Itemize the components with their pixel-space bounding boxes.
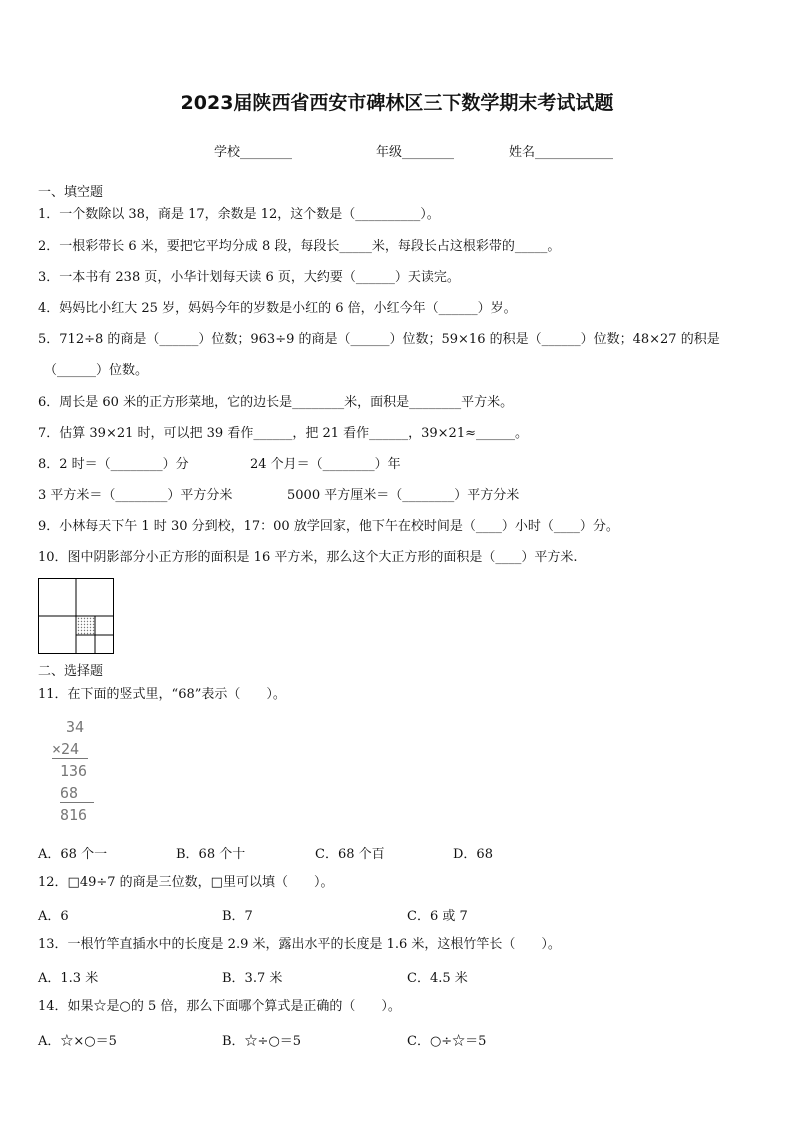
question-2: 2．一根彩带长 6 米，要把它平均分成 8 段，每段长_____米，每段长占这根彩带的_____。 [38,239,561,254]
question-3: 3．一本书有 238 页，小华计划每天读 6 页，大约要（______）天读完。 [38,270,460,285]
vertical-multiplication [52,718,112,828]
q14-option-c: C．○÷☆＝5 [407,1034,487,1049]
section-choice-heading: 二、选择题 [38,664,104,679]
question-5-line2: （______）位数。 [44,363,149,378]
section-fill-heading: 一、填空题 [38,185,104,200]
shaded-small-square [76,616,95,635]
question-5-line1: 5．712÷8 的商是（______）位数；963÷9 的商是（______）位数；59×16 的积是（______）位数；48×27 的积是 [38,332,720,347]
question-10: 10．图中阴影部分小正方形的面积是 16 平方米，那么这个大正方形的面积是（____）平方米. [38,550,578,565]
calc-line-3: 136 [60,762,88,780]
question-13: 13．一根竹竿直插水中的长度是 2.9 米，露出水平的长度是 1.6 米，这根竹竿长（ ）。 [38,937,561,952]
question-7: 7．估算 39×21 时，可以把 39 看作______，把 21 看作______，39×21≈______。 [38,426,528,441]
calc-line-5: 816 [60,806,88,824]
question-4: 4．妈妈比小红大 25 岁，妈妈今年的岁数是小红的 6 倍，小红今年（______）岁。 [38,301,517,316]
question-8-part1: 8．2 时＝（________）分 [38,457,189,472]
question-14: 14．如果☆是○的 5 倍，那么下面哪个算式是正确的（ ）。 [38,999,401,1014]
question-8-part4: 5000 平方厘米＝（________）平方分米 [287,488,520,503]
q12-option-a: A．6 [38,909,69,924]
q12-option-c: C．6 或 7 [407,909,468,924]
q13-option-b: B．3.7 米 [222,971,283,986]
page-title: 2023届陕西省西安市碑林区三下数学期末考试试题 [180,92,614,114]
question-11: 11．在下面的竖式里，“68”表示（ ）。 [38,687,286,702]
calc-line-1: 34 [66,718,85,736]
question-1: 1．一个数除以 38，商是 17，余数是 12，这个数是（__________）。 [38,207,440,222]
grade-field: 年级________ [376,145,455,160]
q11-option-a: A．68 个一 [38,847,108,862]
q11-option-d: D．68 [453,847,493,862]
calc-line-4: 68 [60,784,94,803]
q11-option-b: B．68 个十 [176,847,246,862]
school-field: 学校________ [214,145,293,160]
q14-option-b: B．☆÷○＝5 [222,1034,302,1049]
calc-line-2: ×24 [52,740,88,759]
q13-option-c: C．4.5 米 [407,971,468,986]
question-6: 6．周长是 60 米的正方形菜地，它的边长是________米，面积是________平方米。 [38,395,514,410]
name-field: 姓名____________ [509,145,614,160]
q12-option-b: B．7 [222,909,253,924]
q13-option-a: A．1.3 米 [38,971,99,986]
question-8-part2: 24 个月＝（________）年 [250,457,401,472]
question-12: 12．□49÷7 的商是三位数，□里可以填（ ）。 [38,875,334,890]
square-figure [38,578,114,654]
q11-option-c: C．68 个百 [315,847,385,862]
question-9: 9．小林每天下午 1 时 30 分到校，17：00 放学回家，他下午在校时间是（____）小时（____）分。 [38,519,619,534]
question-8-part3: 3 平方米＝（________）平方分米 [38,488,233,503]
q14-option-a: A．☆×○＝5 [38,1034,117,1049]
